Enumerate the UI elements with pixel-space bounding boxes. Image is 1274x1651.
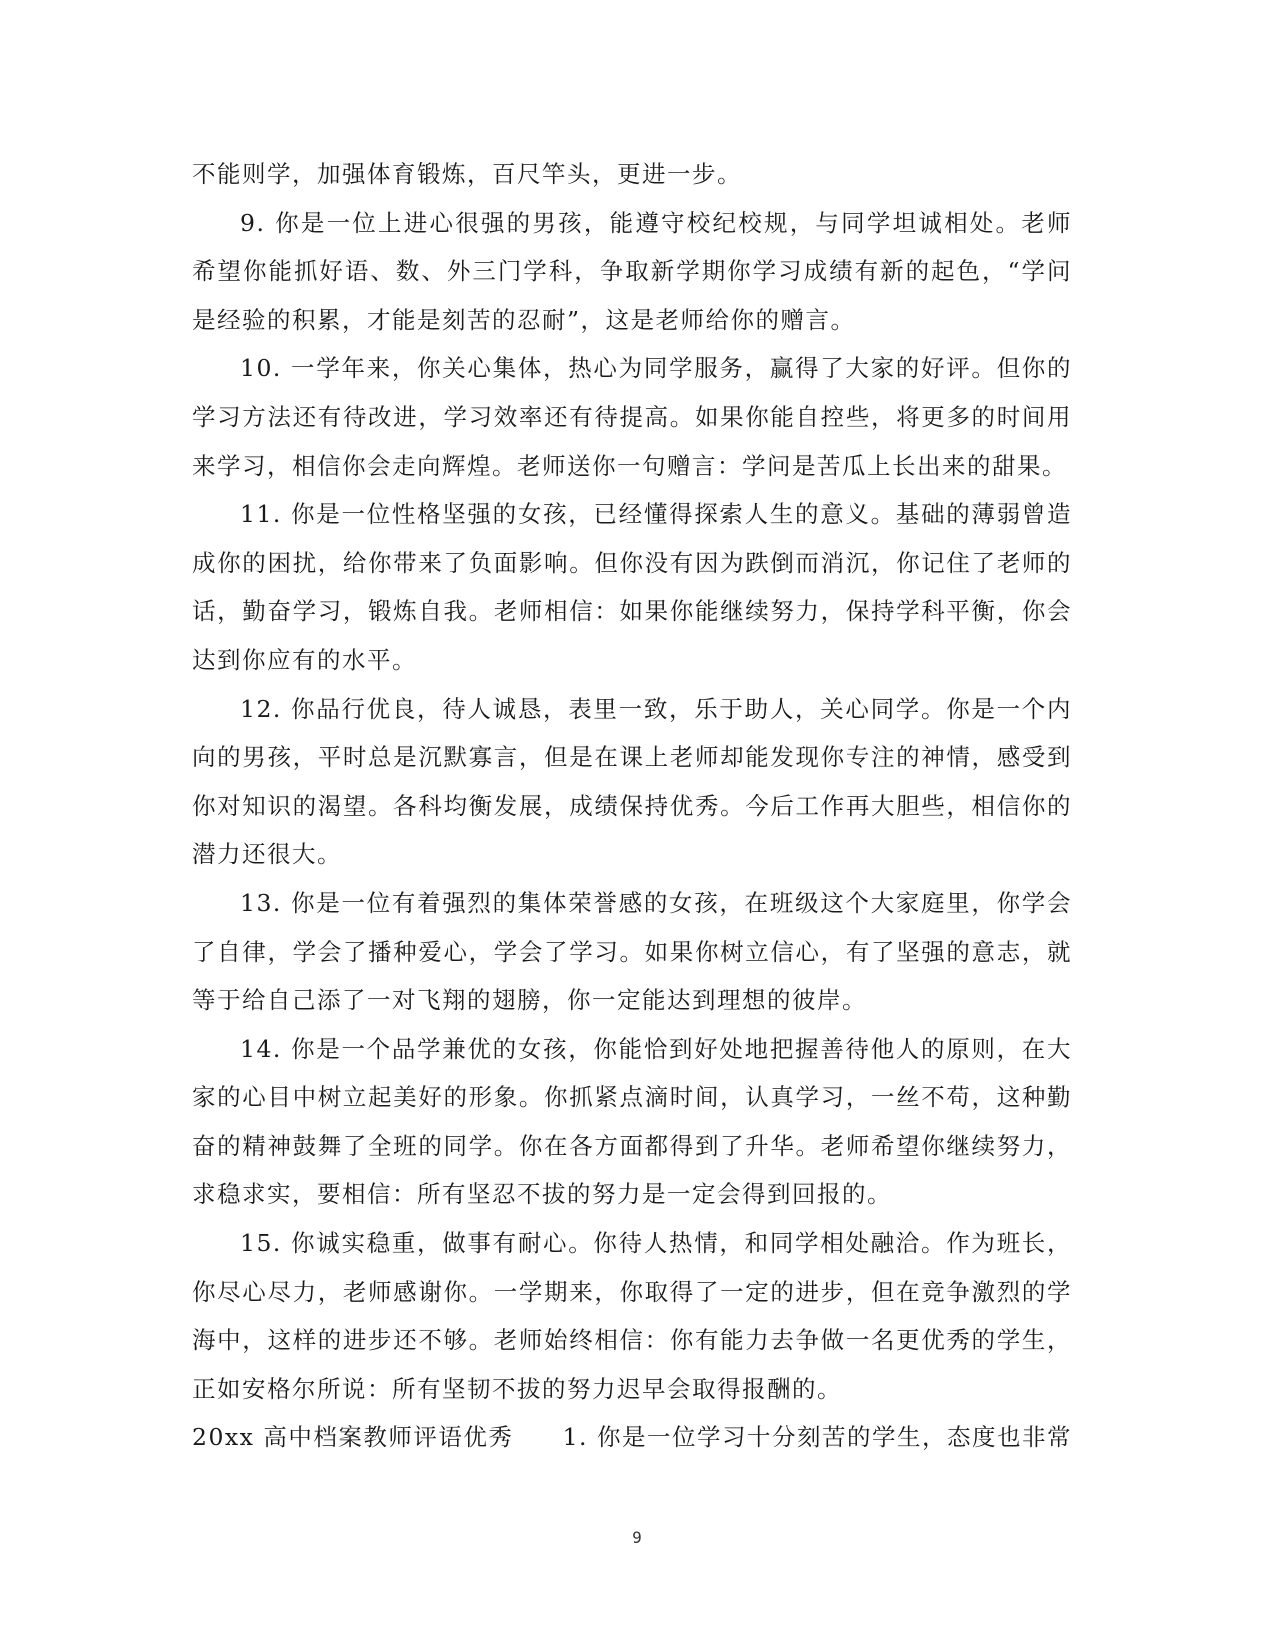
document-body	[192, 150, 1072, 1462]
continuation-paragraph: 不能则学，加强体育锻炼，百尺竿头，更进一步。	[192, 160, 742, 188]
next-section-heading: 20xx 高中档案教师评语优秀	[192, 1423, 514, 1452]
page-number: 9	[632, 1528, 642, 1547]
comment-paragraph-11: 11. 你是一位性格坚强的女孩，已经懂得探索人生的意义。基础的薄弱曾造成你的困扰，给你带来了负面影响。但你没有因为跌倒而消沉，你记住了老师的话，勤奋学习，锻炼自我。老师相信：如果你能继续努力，保持学科平衡，你会达到你应有的水平。	[192, 500, 1072, 674]
next-section-line	[192, 1413, 1072, 1462]
comment-paragraph-13: 13. 你是一位有着强烈的集体荣誉感的女孩，在班级这个大家庭里，你学会了自律，学会了播种爱心，学会了学习。如果你树立信心，有了坚强的意志，就等于给自己添了一对飞翔的翅膀，你一定能达到理想的彼岸。	[192, 888, 1072, 1015]
comment-paragraph-12: 12. 你品行优良，待人诚恳，表里一致，乐于助人，关心同学。你是一个内向的男孩，平时总是沉默寡言，但是在课上老师却能发现你专注的神情，感受到你对知识的渴望。各科均衡发展，成绩保持优秀。今后工作再大胆些，相信你的潜力还很大。	[192, 694, 1072, 869]
comment-paragraph-15: 15. 你诚实稳重，做事有耐心。你待人热情，和同学相处融洽。作为班长，你尽心尽力，老师感谢你。一学期来，你取得了一定的进步，但在竞争激烈的学海中，这样的进步还不够。老师始终相信：你有能力去争做一名更优秀的学生，正如安格尔所说：所有坚韧不拔的努力迟早会取得报酬的。	[192, 1229, 1072, 1403]
comment-paragraph-9: 9. 你是一位上进心很强的男孩，能遵守校纪校规，与同学坦诚相处。老师希望你能抓好语、数、外三门学科，争取新学期你学习成绩有新的起色，“学问是经验的积累，才能是刻苦的忍耐”，这是老师给你的赠言。	[192, 208, 1072, 334]
next-section-first-comment: 1. 你是一位学习十分刻苦的学生，态度也非常	[562, 1423, 1072, 1452]
comment-paragraph-14: 14. 你是一个品学兼优的女孩，你能恰到好处地把握善待他人的原则，在大家的心目中树立起美好的形象。你抓紧点滴时间，认真学习，一丝不苟，这种勤奋的精神鼓舞了全班的同学。你在各方面都得到了升华。老师希望你继续努力，求稳求实，要相信：所有坚忍不拔的努力是一定会得到回报的。	[192, 1034, 1072, 1209]
comment-paragraph-10: 10. 一学年来，你关心集体，热心为同学服务，赢得了大家的好评。但你的学习方法还有待改进，学习效率还有待提高。如果你能自控些，将更多的时间用来学习，相信你会走向辉煌。老师送你一句赠言：学问是苦瓜上长出来的甜果。	[192, 354, 1072, 480]
